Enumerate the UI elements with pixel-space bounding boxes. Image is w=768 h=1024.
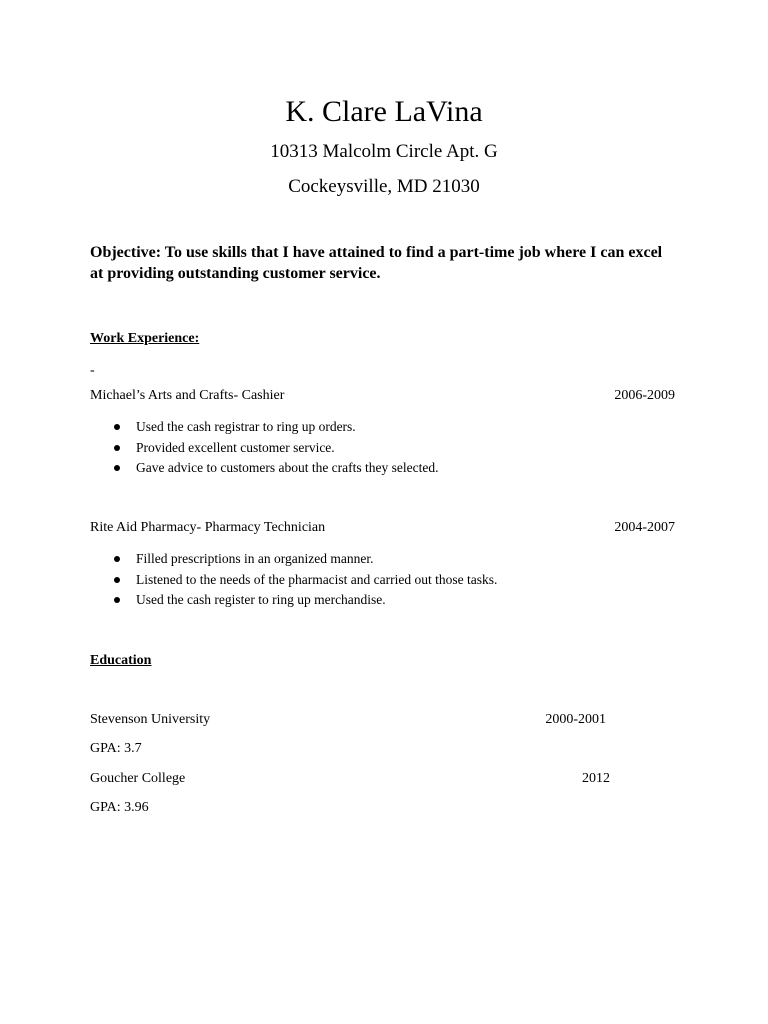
job-duty-item [112, 590, 497, 611]
job-title: Michael’s Arts and Crafts- Cashier [90, 388, 285, 403]
job-duties-list [112, 549, 497, 611]
bullet-icon [114, 577, 120, 583]
job-duty-text: Used the cash registrar to ring up orders. [136, 419, 356, 434]
bullet-icon [114, 424, 120, 430]
address-line-2: Cockeysville, MD 21030 [288, 176, 480, 197]
job-duty-text: Gave advice to customers about the crafts they selected. [136, 460, 439, 475]
job-duty-text: Used the cash register to ring up merchandise. [136, 592, 386, 607]
job-duty-item [112, 458, 439, 479]
job-duty-text: Listened to the needs of the pharmacist and carried out those tasks. [136, 571, 498, 587]
job-duty-text: Filled prescriptions in an organized manner. [136, 551, 374, 566]
bullet-icon [114, 597, 120, 603]
work-experience-heading: Work Experience: [90, 331, 200, 346]
education-school: Stevenson University [90, 712, 211, 727]
job-title: Rite Aid Pharmacy- Pharmacy Technician [90, 520, 326, 535]
education-heading: Education [90, 653, 152, 668]
education-years: 2000-2001 [545, 712, 606, 727]
education-school: Goucher College [90, 771, 186, 786]
job-years: 2006-2009 [614, 388, 675, 403]
address-line-1: 10313 Malcolm Circle Apt. G [270, 141, 498, 162]
stray-dash: - [90, 363, 95, 378]
education-gpa: GPA: 3.7 [90, 741, 142, 756]
resume-name: K. Clare LaVina [285, 95, 483, 128]
education-gpa: GPA: 3.96 [90, 800, 149, 815]
job-years: 2004-2007 [614, 520, 675, 535]
education-years: 2012 [582, 771, 610, 786]
job-duty-item [112, 570, 497, 591]
bullet-icon [114, 465, 120, 471]
job-duty-text: Provided excellent customer service. [136, 439, 335, 455]
job-duty-item [112, 549, 497, 570]
job-duties-list [112, 417, 439, 479]
job-duty-item [112, 438, 439, 459]
bullet-icon [114, 556, 120, 562]
objective-statement: Objective: To use skills that I have attained to find a part-time job where I can excel at providing outstanding customer service. [90, 244, 663, 282]
job-duty-item [112, 417, 439, 438]
bullet-icon [114, 445, 120, 451]
